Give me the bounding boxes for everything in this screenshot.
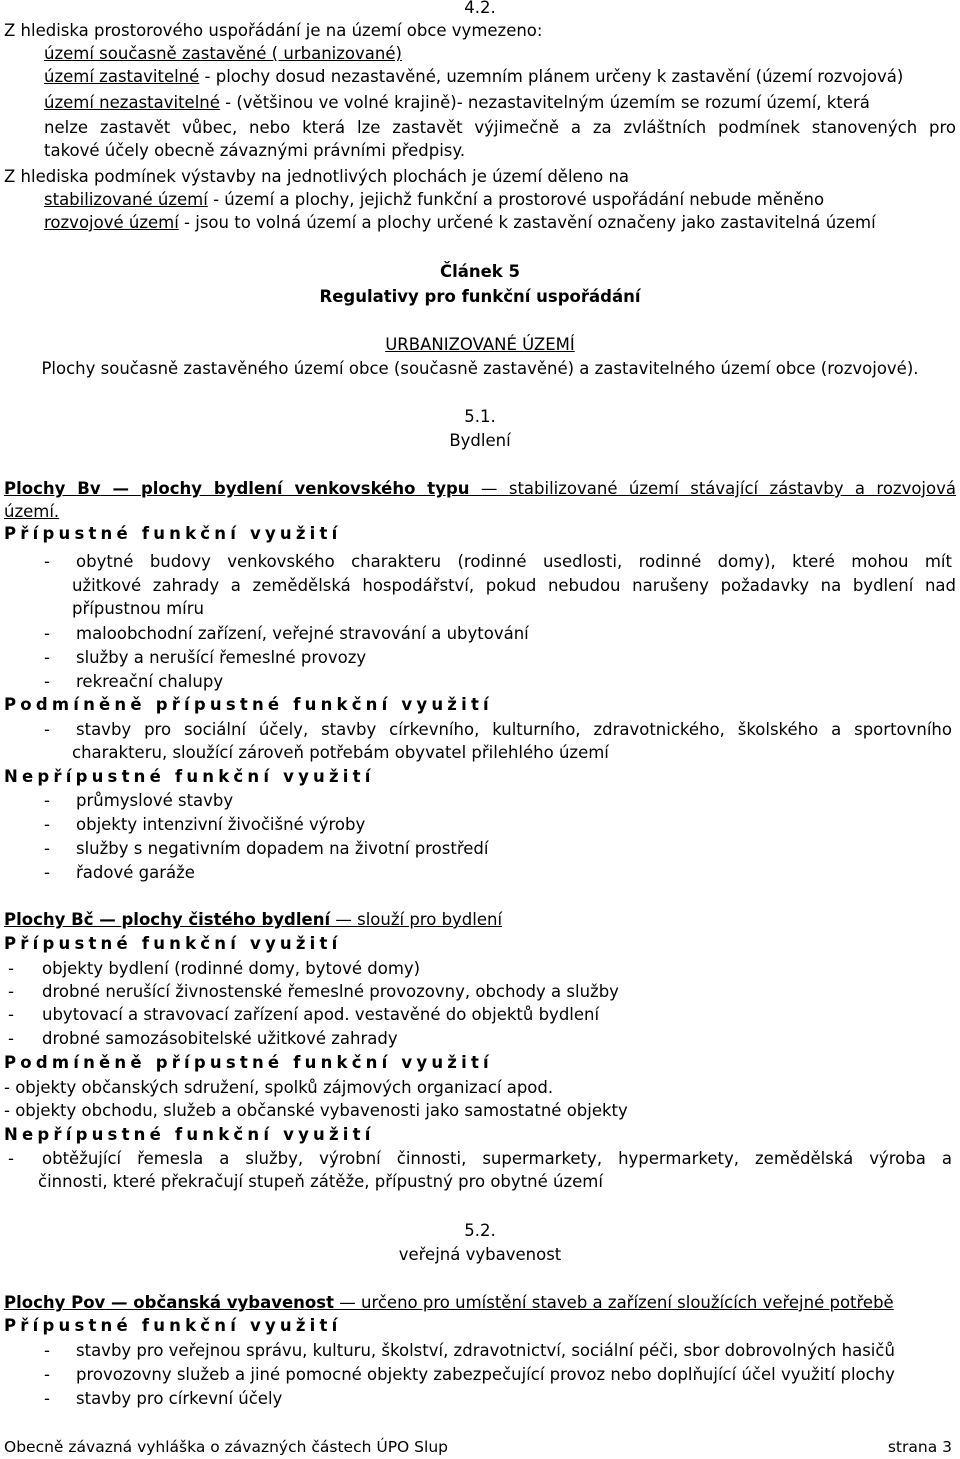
term-non-buildable-line3: takové účely obecně závaznými právními předpisy. xyxy=(44,141,466,160)
section-5-1-number: 5.1. xyxy=(464,407,496,426)
list-item: - objekty občanských sdružení, spolků zájmových organizací apod. xyxy=(4,1078,554,1097)
bc-conditional-label: Podmíněně přípustné funkční využití xyxy=(4,1053,493,1072)
term-development: rozvojové území - jsou to volná území a plochy určené k zastavění označeny jako zastavitelná území xyxy=(44,213,876,232)
document-page: 4.2. Z hlediska prostorového uspořádání je na území obce vymezeno: území současně zastavěné ( urbanizované) území zastavitelné - plochy dosud nezastavěné, uzemním plánem určeny k zastavění (území rozvojová) území nezastavitelné - (většinou ve volné krajině)- nezastavitelným územím se rozumí území, která nelze zastavět vůbec, nebo která lze zastavět výjimečně a za zvláštních podmínek stanovených pro takové účely obecně závaznými právními předpisy. Z hlediska podmínek výstavby na jednotlivých plochách je území děleno na stabilizované území - území a plochy, jejichž funkční a prostorové uspořádání nebude měněno rozvojové území - jsou to volná území a plochy určené k zastavění označeny jako zastavitelná území Článek 5 Regulativy pro funkční uspořádání URBANIZOVANÉ ÚZEMÍ Plochy současně zastavěného území obce (současně zastavěné) a zastavitelného území obce (rozvojové). 5.1. Bydlení Plochy Bv — plochy bydlení venkovského typu — stabilizované území stávající zástavby a rozvojová území. Přípustné funkční využití - obytné budovy venkovského charakteru (rodinné usedlosti, rodinné domy), které mohou mít užitkové zahrady a zemědělská hospodářství, pokud nebudou narušeny požadavky na bydlení nad přípustnou míru - maloobchodní zařízení, veřejné stravování a ubytování - služby a nerušící řemeslné provozy - rekreační chalupy Podmíněně přípustné funkční využití - stavby pro sociální účely, stavby církevního, kulturního, zdravotnického, školského a sportovního charakteru, sloužící zároveň potřebám obyvatel přilehlého území Nepřípustné funkční využití - průmyslové stavby - objekty intenzivní živočišné výroby - služby s negativním dopadem na životní prostředí - řadové garáže Plochy Bč — plochy čistého bydlení — slouží pro bydlení Přípustné funkční využití - objekty bydlení (rodinné domy, bytové domy) - drobné nerušící živnostenské řemeslné provozovny, obchody a služby - ubytovací a stravovací zařízení apod. vestavěné do objektů bydlení - drobné samozásobitelské užitkové zahrady Podmíněně přípustné funkční využití - objekty občanských sdružení, spolků zájmových organizací apod. - objekty obchodu, služeb a občanské vybavenosti jako samostatné objekty Nepřípustné funkční využití - obtěžující řemesla a služby, výrobní činnosti, supermarkety, hypermarkety, zemědělská výroba a činnosti, které překračují stupeň zátěže, přípustný pro obytné území 5.2. veřejná vybavenost Plochy Pov — občanská vybavenost — určeno pro umístění staveb a zařízení sloužících veřejné potřebě Přípustné funkční využití - stavby pro veřejnou správu, kulturu, školství, zdravotnictví, sociální péči, sbor dobrovolných hasičů - provozovny služeb a jiné pomocné objekty zabezpečující provoz nebo doplňující účel využití plochy - stavby pro církevní účely Obecně závazná vyhláška o závazných částech ÚPO Slup strana 3 xyxy=(0,0,960,1459)
article-subtitle: Regulativy pro funkční uspořádání xyxy=(319,287,641,306)
term-buildable-area: území zastavitelné - plochy dosud nezastavěné, uzemním plánem určeny k zastavění (území rozvojová) xyxy=(44,67,904,86)
term-current-area: území současně zastavěné ( urbanizované) xyxy=(44,44,402,63)
list-item-cont: činnosti, které překračují stupeň zátěže, přípustný pro obytné území xyxy=(38,1172,603,1191)
bv-forbidden-label: Nepřípustné funkční využití xyxy=(4,767,375,786)
term-stabilized: stabilizované území - území a plochy, jejichž funkční a prostorové uspořádání nebude měněno xyxy=(44,190,825,209)
article-title: Článek 5 xyxy=(439,262,521,281)
bc-forbidden-label: Nepřípustné funkční využití xyxy=(4,1125,375,1144)
list-item: - objekty obchodu, služeb a občanské vybavenosti jako samostatné objekty xyxy=(4,1101,628,1120)
intro-line: Z hlediska prostorového uspořádání je na území obce vymezeno: xyxy=(4,21,543,40)
bc-allowed-label: Přípustné funkční využití xyxy=(4,934,342,953)
list-item-cont: přípustnou míru xyxy=(72,599,204,618)
bv-allowed-label: Přípustné funkční využití xyxy=(4,524,342,543)
list-item-cont: charakteru, sloužící zároveň potřebám obyvatel přilehlého území xyxy=(72,743,609,762)
section-5-2-title: veřejná vybavenost xyxy=(398,1245,562,1264)
urban-heading: URBANIZOVANÉ ÚZEMÍ xyxy=(385,335,575,354)
conditions-line: Z hlediska podmínek výstavby na jednotlivých plochách je území děleno na xyxy=(4,167,630,186)
term-non-buildable-area: území nezastavitelné - (většinou ve volné krajině)- nezastavitelným územím se rozumí území, která xyxy=(44,93,870,112)
list-item-cont: užitkové zahrady a zemědělská hospodářství, pokud nebudou narušeny požadavky na bydlení nad xyxy=(72,576,956,595)
pov-allowed-label: Přípustné funkční využití xyxy=(4,1316,342,1335)
term-non-buildable-line2: nelze zastavět vůbec, nebo která lze zastavět výjimečně a za zvláštních podmínek stanovených pro xyxy=(44,118,956,137)
section-number: 4.2. xyxy=(464,0,496,17)
footer-page-number: strana 3 xyxy=(887,1438,952,1456)
bv-conditional-label: Podmíněně přípustné funkční využití xyxy=(4,695,493,714)
page-footer xyxy=(4,1437,956,1457)
bv-heading-cont: území. xyxy=(4,502,60,521)
footer-title: Obecně závazná vyhláška o závazných částech ÚPO Slup xyxy=(4,1438,448,1456)
section-5-1-title: Bydlení xyxy=(449,431,511,450)
bc-heading: Plochy Bč — plochy čistého bydlení — slouží pro bydlení xyxy=(4,910,503,929)
bv-heading: Plochy Bv — plochy bydlení venkovského typu — stabilizované území stávající zástavby a rozvojová xyxy=(4,479,956,498)
urban-text: Plochy současně zastavěného území obce (současně zastavěné) a zastavitelného území obce (rozvojové). xyxy=(41,359,919,378)
pov-heading: Plochy Pov — občanská vybavenost — určeno pro umístění staveb a zařízení sloužících veřejné potřebě xyxy=(4,1293,894,1312)
section-5-2-number: 5.2. xyxy=(464,1221,496,1240)
